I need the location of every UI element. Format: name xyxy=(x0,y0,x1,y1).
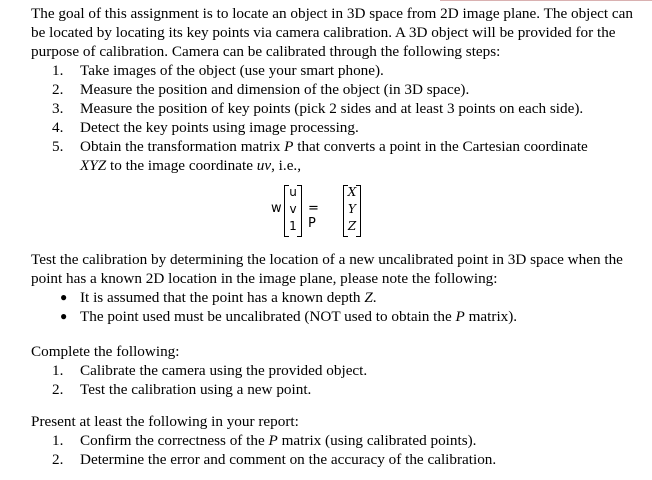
calibration-steps-list xyxy=(52,61,652,175)
list-item: 2. Measure the position and dimension of the object (in 3D space). xyxy=(52,81,470,98)
bullet-icon: ● xyxy=(60,309,68,323)
report-list xyxy=(52,431,642,469)
report-heading: Present at least the following in your report: xyxy=(31,413,299,430)
notes-bullet-list xyxy=(58,288,648,326)
list-item: 5. Obtain the transformation matrix P that converts a point in the Cartesian coordinate XYZ to the image coordinate uv, i.e., xyxy=(52,138,588,174)
world-point-vector: X Y Z xyxy=(343,184,361,238)
bullet-icon: ● xyxy=(60,290,68,304)
list-item: 2. Test the calibration using a new point. xyxy=(52,381,312,398)
intro-paragraph: The goal of this assignment is to locate an object in 3D space from 2D image plane. The object can be located by locating its key points via camera calibration. A 3D object will be provided for the purpose of calibration. Camera can be calibrated through the following steps: xyxy=(31,5,633,60)
page-top-rule xyxy=(440,0,652,1)
complete-list xyxy=(52,361,642,399)
list-item: ● It is assumed that the point has a known depth Z. xyxy=(60,289,377,306)
complete-heading: Complete the following: xyxy=(31,343,180,360)
list-item: 1. Take images of the object (use your smart phone). xyxy=(52,62,384,79)
test-paragraph: Test the calibration by determining the location of a new uncalibrated point in 3D space when the point has a known 2D location in the image plane, please note the following: xyxy=(31,251,623,287)
image-point-vector: u v 1 xyxy=(284,184,302,238)
list-item: 4. Detect the key points using image processing. xyxy=(52,119,359,136)
list-item: 1. Calibrate the camera using the provided object. xyxy=(52,362,368,379)
list-item: 1. Confirm the correctness of the P matrix (using calibrated points). xyxy=(52,432,477,449)
list-item: ● The point used must be uncalibrated (NOT used to obtain the P matrix). xyxy=(60,308,518,325)
scale-factor-w: w xyxy=(271,201,282,216)
list-item: 2. Determine the error and comment on the accuracy of the calibration. xyxy=(52,451,497,468)
equals-p: = P xyxy=(308,201,319,231)
list-item: 3. Measure the position of key points (pick 2 sides and at least 3 points on each side). xyxy=(52,100,584,117)
